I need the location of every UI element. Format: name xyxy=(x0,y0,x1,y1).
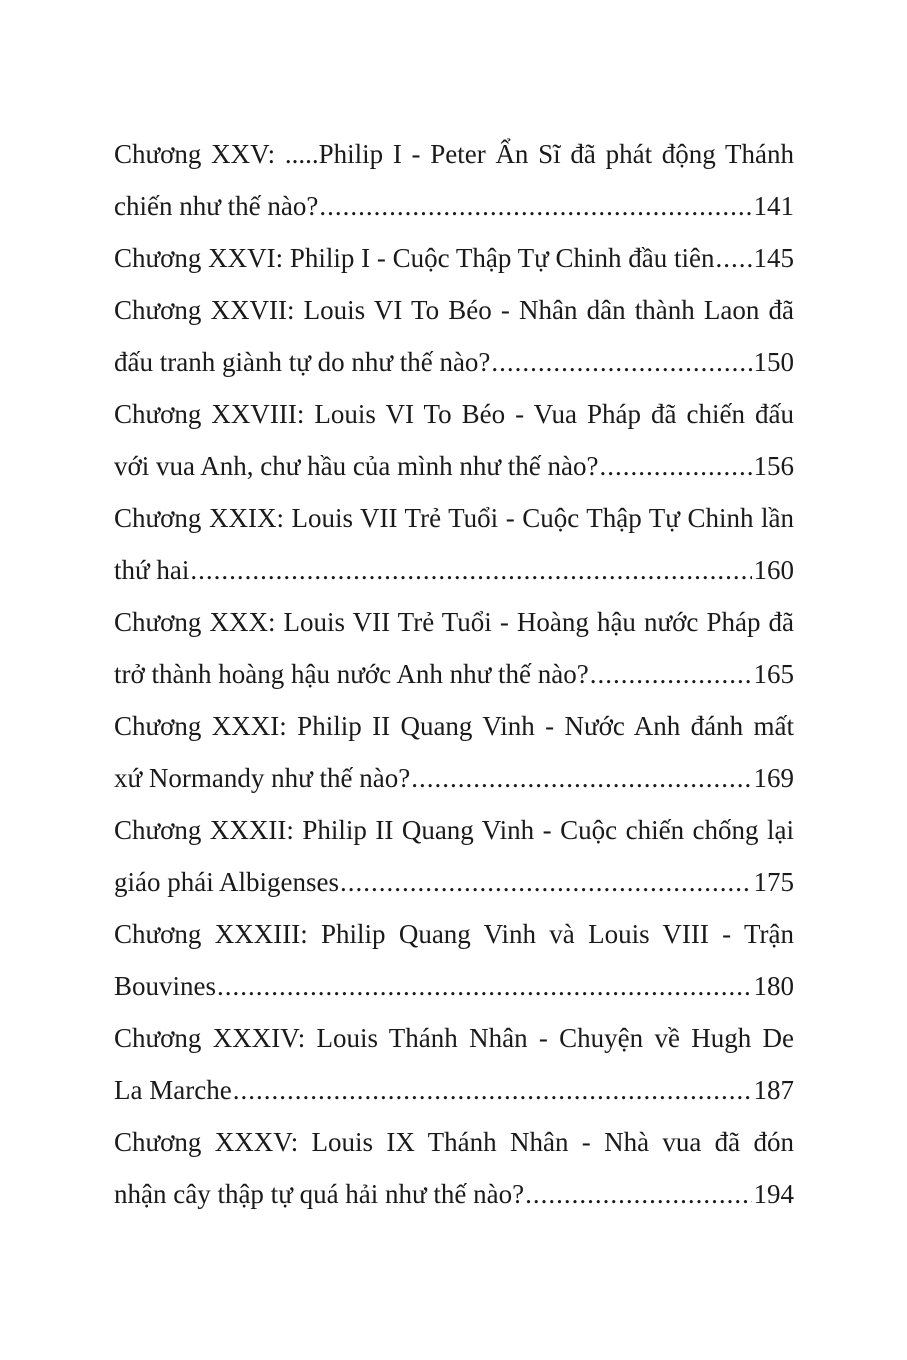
page-number: 194 xyxy=(753,1179,794,1209)
toc-entry-title: giáo phái Albigenses xyxy=(114,867,339,897)
page-number: 169 xyxy=(753,763,794,793)
toc-entry-title-line: Chương XXVIII: Louis VI To Béo - Vua Pháp đã chiến đấu xyxy=(114,399,794,429)
page-number: 156 xyxy=(753,451,794,481)
dot-leader xyxy=(590,648,752,700)
dot-leader xyxy=(411,752,751,804)
page-number: 145 xyxy=(753,243,794,273)
page-number: 180 xyxy=(753,971,794,1001)
toc-entry[interactable] xyxy=(114,128,794,232)
dot-leader xyxy=(319,180,751,232)
toc-entry-title-line: Chương XXIX: Louis VII Trẻ Tuổi - Cuộc Thập Tự Chinh lần xyxy=(114,503,794,533)
toc-entry[interactable] xyxy=(114,1116,794,1220)
page-number: 175 xyxy=(753,867,794,897)
toc-entry-title: đấu tranh giành tự do như thế nào? xyxy=(114,347,491,377)
toc-entry[interactable] xyxy=(114,1012,794,1116)
toc-entry-title: thứ hai xyxy=(114,555,190,585)
toc-entry-last-line xyxy=(114,440,794,492)
dot-leader xyxy=(217,960,751,1012)
dot-leader xyxy=(716,232,752,284)
toc-entry[interactable] xyxy=(114,700,794,804)
dot-leader xyxy=(525,1168,751,1220)
toc-entry[interactable] xyxy=(114,908,794,1012)
toc-entry[interactable] xyxy=(114,232,794,284)
page-number: 150 xyxy=(753,347,794,377)
toc-entry-title-line: Chương XXXI: Philip II Quang Vinh - Nước Anh đánh mất xyxy=(114,711,794,741)
toc-entry-title-line: Chương XXVII: Louis VI To Béo - Nhân dân thành Laon đã xyxy=(114,295,794,325)
dot-leader xyxy=(190,544,751,596)
toc-entry-title: chiến như thế nào? xyxy=(114,191,319,221)
toc-entry-last-line xyxy=(114,336,794,388)
toc-entry-last-line xyxy=(114,232,794,284)
toc-entry[interactable] xyxy=(114,388,794,492)
dot-leader xyxy=(599,440,751,492)
dot-leader xyxy=(491,336,751,388)
table-of-contents xyxy=(114,128,794,1220)
toc-entry-title-line: Chương XXX: Louis VII Trẻ Tuổi - Hoàng hậu nước Pháp đã xyxy=(114,607,794,637)
toc-entry-title: với vua Anh, chư hầu của mình như thế nào? xyxy=(114,451,599,481)
page-number: 141 xyxy=(753,191,794,221)
toc-entry[interactable] xyxy=(114,596,794,700)
toc-entry-title: La Marche xyxy=(114,1075,232,1105)
toc-entry-title: Chương XXVI: Philip I - Cuộc Thập Tự Chinh đầu tiên xyxy=(114,243,715,273)
toc-entry[interactable] xyxy=(114,284,794,388)
toc-entry-last-line xyxy=(114,1064,794,1116)
toc-entry-last-line xyxy=(114,856,794,908)
toc-entry-last-line xyxy=(114,1168,794,1220)
toc-entry-title: trở thành hoàng hậu nước Anh như thế nào? xyxy=(114,659,589,689)
toc-entry-title-line: Chương XXXIV: Louis Thánh Nhân - Chuyện về Hugh De xyxy=(114,1023,794,1053)
toc-entry-title-line: Chương XXXII: Philip II Quang Vinh - Cuộc chiến chống lại xyxy=(114,815,794,845)
toc-entry-last-line xyxy=(114,180,794,232)
page-number: 160 xyxy=(753,555,794,585)
toc-entry-title-line: Chương XXXV: Louis IX Thánh Nhân - Nhà vua đã đón xyxy=(114,1127,794,1157)
dot-leader xyxy=(340,856,752,908)
dot-leader xyxy=(233,1064,752,1116)
toc-entry-title-line: Chương XXXIII: Philip Quang Vinh và Louis VIII - Trận xyxy=(114,919,794,949)
toc-entry-title: xứ Normandy như thế nào? xyxy=(114,763,411,793)
toc-entry-last-line xyxy=(114,960,794,1012)
toc-entry-last-line xyxy=(114,544,794,596)
toc-entry-title-line: Chương XXV: .....Philip I - Peter Ẩn Sĩ đã phát động Thánh xyxy=(114,139,794,169)
toc-entry-last-line xyxy=(114,752,794,804)
toc-entry[interactable] xyxy=(114,492,794,596)
toc-entry[interactable] xyxy=(114,804,794,908)
toc-entry-title: Bouvines xyxy=(114,971,217,1001)
page-number: 187 xyxy=(753,1075,794,1105)
page-number: 165 xyxy=(753,659,794,689)
toc-entry-title: nhận cây thập tự quá hải như thế nào? xyxy=(114,1179,525,1209)
toc-entry-last-line xyxy=(114,648,794,700)
